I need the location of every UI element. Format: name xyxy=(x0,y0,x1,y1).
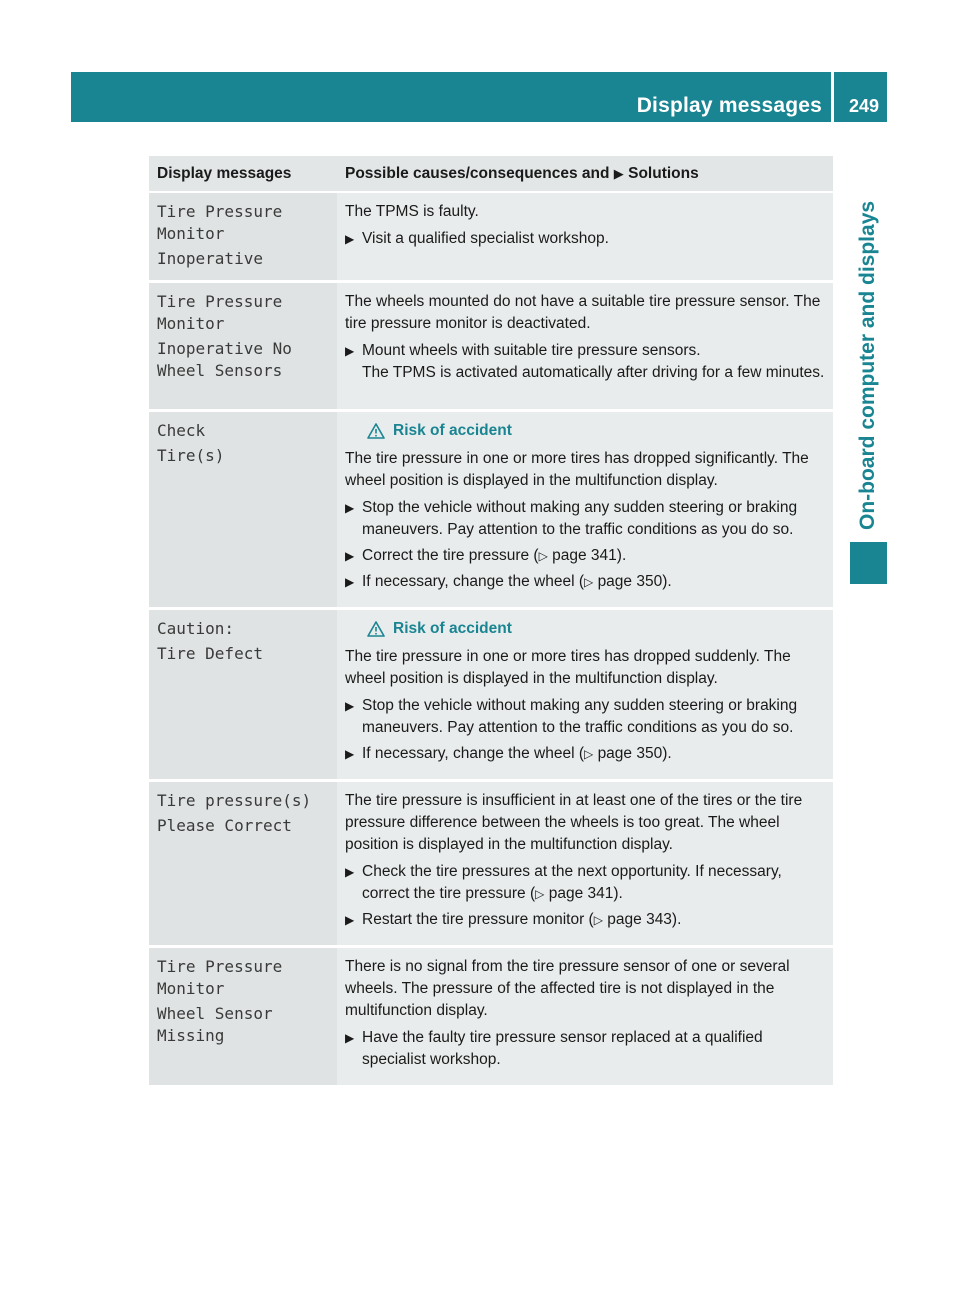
table-row xyxy=(149,282,833,411)
step-text: Visit a qualified specialist workshop. xyxy=(362,230,609,247)
step-text-main: If necessary, change the wheel ( xyxy=(362,573,585,590)
solution-step xyxy=(345,228,825,250)
solution-cell xyxy=(337,411,833,609)
step-text: Stop the vehicle without making any sudden steering or braking maneuvers. Pay attention to the traffic conditions as you do so. xyxy=(362,697,798,736)
message-line: Tire Pressure xyxy=(157,957,283,976)
page-ref-triangle-icon: ▷ xyxy=(584,747,594,761)
message-line: Missing xyxy=(157,1026,225,1045)
page-ref-triangle-icon: ▷ xyxy=(535,887,545,901)
message-line: Tire Pressure xyxy=(157,202,283,221)
page-ref[interactable]: page 341). xyxy=(548,885,623,902)
col-header-causes: Possible causes/consequences and xyxy=(345,164,610,182)
arrow-right-icon: ▶ xyxy=(345,232,355,246)
table-header-row xyxy=(149,156,833,192)
warning-triangle-icon xyxy=(367,621,385,637)
step-text-main: Restart the tire pressure monitor ( xyxy=(362,911,594,928)
solution-step xyxy=(345,1027,825,1071)
side-tab-title: On-board computer and displays xyxy=(856,200,879,530)
table-row xyxy=(149,192,833,282)
warning-notice xyxy=(367,420,825,442)
page-ref-triangle-icon: ▷ xyxy=(584,575,594,589)
message-line: Check xyxy=(157,421,206,440)
message-line: Tire Pressure xyxy=(157,292,283,311)
page-ref[interactable]: page 343). xyxy=(607,911,682,928)
message-line: Monitor xyxy=(157,979,225,998)
step-text xyxy=(362,743,825,765)
arrow-right-icon: ▶ xyxy=(345,344,355,358)
warning-triangle-icon xyxy=(367,423,385,439)
step-text xyxy=(362,545,825,567)
arrow-right-icon: ▶ xyxy=(345,1031,355,1045)
solution-step xyxy=(345,861,825,905)
cause-text: The TPMS is faulty. xyxy=(345,203,479,220)
display-message xyxy=(149,947,337,1087)
warning-label: Risk of accident xyxy=(393,620,512,637)
solution-step xyxy=(345,545,825,567)
step-text: Stop the vehicle without making any sudden steering or braking maneuvers. Pay attention to the traffic conditions as you do so. xyxy=(362,499,798,538)
arrow-right-icon: ▶ xyxy=(613,165,624,181)
arrow-right-icon: ▶ xyxy=(345,501,355,515)
solution-step xyxy=(345,571,825,593)
display-message xyxy=(149,282,337,411)
solution-step xyxy=(345,909,825,931)
step-text-main: Mount wheels with suitable tire pressure sensors. xyxy=(362,342,701,359)
arrow-right-icon: ▶ xyxy=(345,747,355,761)
page-ref[interactable]: page 350). xyxy=(597,745,672,762)
side-tab-marker xyxy=(850,542,887,584)
message-line: Inoperative No xyxy=(157,339,292,358)
page-ref[interactable]: page 350). xyxy=(597,573,672,590)
message-line: Tire Defect xyxy=(157,644,263,663)
warning-notice xyxy=(367,618,825,640)
display-message xyxy=(149,411,337,609)
cause-text: The tire pressure is insufficient in at least one of the tires or the tire pressure difference between the wheels is too great. The wheel position is displayed in the multifunction display. xyxy=(345,792,803,853)
page-ref[interactable]: page 341). xyxy=(552,547,627,564)
solution-cell xyxy=(337,192,833,282)
col-header-solutions-label: Solutions xyxy=(628,164,699,182)
message-line: Inoperative xyxy=(157,249,263,268)
table-row xyxy=(149,411,833,609)
message-line: Monitor xyxy=(157,224,225,243)
step-text xyxy=(362,571,825,593)
page-header xyxy=(71,72,887,122)
display-messages-table xyxy=(149,156,833,1088)
step-text: Have the faulty tire pressure sensor replaced at a qualified specialist workshop. xyxy=(362,1029,763,1068)
step-text xyxy=(362,340,825,384)
display-message xyxy=(149,609,337,781)
solution-step xyxy=(345,695,825,739)
cause-text: There is no signal from the tire pressure sensor of one or several wheels. The pressure of the affected tire is not displayed in the multifunction display. xyxy=(345,958,790,1019)
arrow-right-icon: ▶ xyxy=(345,913,355,927)
col-header-solutions xyxy=(337,156,833,192)
display-message xyxy=(149,192,337,282)
arrow-right-icon: ▶ xyxy=(345,549,355,563)
message-line: Tire(s) xyxy=(157,446,225,465)
solution-cell xyxy=(337,947,833,1087)
header-divider xyxy=(831,72,834,122)
solution-step xyxy=(345,340,825,384)
solution-step xyxy=(345,497,825,541)
cause-text: The wheels mounted do not have a suitable tire pressure sensor. The tire pressure monitor is deactivated. xyxy=(345,293,821,332)
step-text xyxy=(362,909,825,931)
step-text-main: If necessary, change the wheel ( xyxy=(362,745,585,762)
message-line: Wheel Sensors xyxy=(157,361,283,380)
arrow-right-icon: ▶ xyxy=(345,865,355,879)
header-title: Display messages xyxy=(636,94,822,117)
arrow-right-icon: ▶ xyxy=(345,699,355,713)
cause-text: The tire pressure in one or more tires has dropped significantly. The wheel position is displayed in the multifunction display. xyxy=(345,450,809,489)
solution-cell xyxy=(337,781,833,947)
message-line: Caution: xyxy=(157,619,235,638)
solution-cell xyxy=(337,282,833,411)
solution-cell xyxy=(337,609,833,781)
step-text-main: Check the tire pressures at the next opportunity. If necessary, correct the tire pressure ( xyxy=(362,863,782,902)
step-text-main: Correct the tire pressure ( xyxy=(362,547,539,564)
page-number: 249 xyxy=(848,96,879,116)
arrow-right-icon: ▶ xyxy=(345,575,355,589)
table-row xyxy=(149,609,833,781)
table-row xyxy=(149,947,833,1087)
warning-label: Risk of accident xyxy=(393,422,512,439)
step-text-note: The TPMS is activated automatically after driving for a few minutes. xyxy=(362,364,825,381)
step-text xyxy=(362,861,825,905)
table-row xyxy=(149,781,833,947)
cause-text: The tire pressure in one or more tires has dropped suddenly. The wheel position is displayed in the multifunction display. xyxy=(345,648,791,687)
solution-step xyxy=(345,743,825,765)
message-line: Wheel Sensor xyxy=(157,1004,273,1023)
page-ref-triangle-icon: ▷ xyxy=(538,549,548,563)
message-line: Monitor xyxy=(157,314,225,333)
page-ref-triangle-icon: ▷ xyxy=(593,913,603,927)
col-header-messages: Display messages xyxy=(149,156,337,192)
display-message xyxy=(149,781,337,947)
message-line: Please Correct xyxy=(157,816,292,835)
message-line: Tire pressure(s) xyxy=(157,791,312,810)
